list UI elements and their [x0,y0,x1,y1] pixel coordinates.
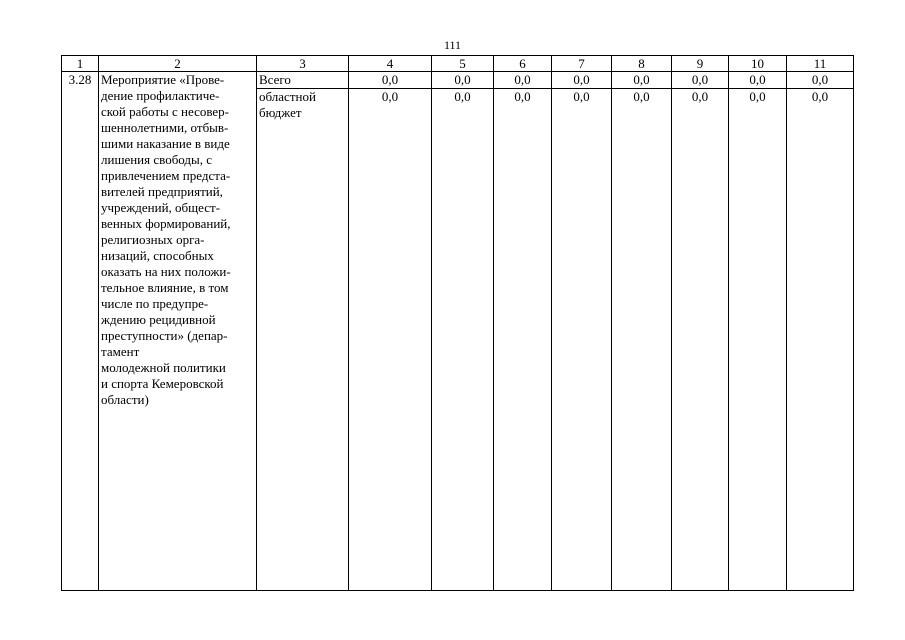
column-header: 5 [432,56,494,72]
value-cell: 0,0 [729,89,787,591]
table-row-total [62,72,854,89]
value-cell: 0,0 [552,89,612,591]
column-header: 9 [672,56,729,72]
header-row [62,56,854,72]
value-cell: 0,0 [349,89,432,591]
value-cell: 0,0 [552,72,612,89]
value-cell: 0,0 [349,72,432,89]
column-header: 4 [349,56,432,72]
value-cell: 0,0 [612,89,672,591]
value-cell: 0,0 [787,89,854,591]
column-header: 10 [729,56,787,72]
value-cell: 0,0 [494,72,552,89]
column-header: 1 [62,56,99,72]
value-cell: 0,0 [672,72,729,89]
page-number: 111 [443,38,462,52]
column-header: 11 [787,56,854,72]
measure-description: Мероприятие «Прове- дение профилактиче- ской работы с несовер- шеннолетними, отбыв- шими наказание в виде лишения свободы, с привлечением предста- вителей предприятий, учреждений, общест- венных формирований, религиозных орга- низаций, способных оказать на них положи- тельное влияние, в том числе по предупре- ждению рецидивной преступности» (депар- тамент молодежной политики и спорта Кемеровской области) [99,72,257,591]
value-cell: 0,0 [494,89,552,591]
value-cell: 0,0 [672,89,729,591]
row-number: 3.28 [62,72,99,591]
column-header: 7 [552,56,612,72]
funding-source-regional: областной бюджет [257,89,349,591]
funding-source-total: Всего [257,72,349,89]
value-cell: 0,0 [432,72,494,89]
value-cell: 0,0 [787,72,854,89]
column-header: 2 [99,56,257,72]
column-header: 8 [612,56,672,72]
value-cell: 0,0 [729,72,787,89]
value-cell: 0,0 [432,89,494,591]
column-header: 6 [494,56,552,72]
budget-table [61,55,854,591]
column-header: 3 [257,56,349,72]
value-cell: 0,0 [612,72,672,89]
